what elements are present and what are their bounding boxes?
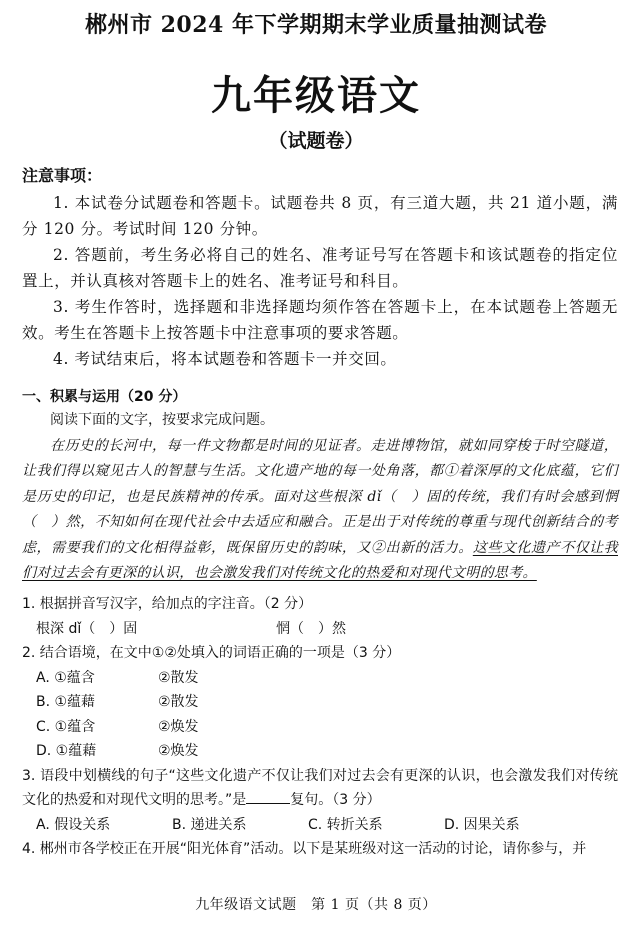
exam-title: 郴州市 2024 年下学期期末学业质量抽测试卷 — [84, 12, 548, 38]
note-item-2: 2. 答题前，考生务必将自己的姓名、准考证号写在答题卡和该试题卷的指定位置上，并认真核对答题卡上的姓名、准考证号和科目。 — [22, 246, 618, 290]
page-footer: 九年级语文试题 第 1 页（共 8 页） — [195, 897, 437, 913]
note-item-4: 4. 考试结束后，将本试题卷和答题卡一并交回。 — [53, 350, 397, 368]
section-heading: 一、积累与运用（20 分） — [22, 389, 187, 405]
question-1-items — [22, 617, 618, 642]
option-c-second: ②焕发 — [158, 718, 199, 735]
question-3-stem — [22, 764, 618, 813]
underlined-sentence: 这些文化遗产不仅让我们对过去会有更深的认识，也会激发我们对传统文化的热爱和对现代文明的思考。 — [22, 539, 618, 581]
passage-instruction: 阅读下面的文字，按要求完成问题。 — [50, 412, 274, 428]
choice-c: C. 转折关系 — [308, 816, 383, 833]
question-2-option-a — [22, 666, 618, 691]
option-c-first: C. ①蕴含 — [36, 718, 96, 735]
question-2-option-d — [22, 739, 618, 764]
passage-plain-text: 在历史的长河中，每一件文物都是时间的见证者。走进博物馆，就如同穿梭于时空隧道，让我们得以窥见古人的智慧与生活。文化遗产地的每一处角落，都①着深厚的文化底蕴，它们是历史的印记，也是民族精神的传承。面对这些根深 dǐ（ ）固的传统，我们有时会感到惘（ ）然，不知如何在现代社会中去适应和融合。正是出于对传统的尊重与现代创新结合的考虑，需要我们的文化相得益彰，既保留历史的韵味，又②出新的活力。 — [22, 437, 618, 556]
note-item-3: 3. 考生作答时，选择题和非选择题均须作答在答题卡上，在本试题卷上答题无效。考生在答题卡上按答题卡中注意事项的要求答题。 — [22, 298, 618, 342]
questions-area — [22, 592, 618, 862]
passage-text — [22, 434, 618, 587]
option-b-second: ②散发 — [158, 694, 199, 710]
choice-b: B. 递进关系 — [172, 816, 247, 833]
question-2-stem: 2. 结合语境，在文中①②处填入的词语正确的一项是（3 分） — [22, 645, 401, 661]
question-1-item-b: 惘（ ）然 — [276, 620, 346, 637]
option-a-first: A. ①蕴含 — [36, 669, 95, 686]
paper-type-label: （试题卷） — [268, 130, 364, 152]
option-d-first: D. ①蕴藉 — [36, 743, 97, 759]
question-3-stem-end: 复句。（3 分） — [290, 792, 381, 808]
answer-blank — [246, 789, 290, 804]
option-b-first: B. ①蕴藉 — [36, 694, 96, 710]
notes-heading: 注意事项： — [22, 166, 103, 185]
choice-a: A. 假设关系 — [36, 816, 111, 833]
subject-title: 九年级语文 — [211, 73, 421, 119]
question-2-option-b — [22, 690, 618, 715]
question-3-choices — [22, 813, 618, 838]
question-1-stem: 1. 根据拼音写汉字，给加点的字注音。（2 分） — [22, 596, 313, 612]
question-3-stem-text: 3. 语段中划横线的句子“这些文化遗产不仅让我们对过去会有更深的认识，也会激发我们对传统文化的热爱和对现代文明的思考。”是 — [22, 767, 618, 808]
option-a-second: ②散发 — [158, 669, 199, 686]
reading-passage — [22, 408, 618, 587]
question-1-item-a: 根深 dǐ（ ）固 — [36, 620, 138, 637]
notes-list — [22, 190, 618, 372]
question-2-option-c — [22, 715, 618, 740]
note-item-1: 1. 本试卷分试题卷和答题卡。试题卷共 8 页，有三道大题，共 21 道小题，满分 120 分。考试时间 120 分钟。 — [22, 194, 618, 238]
option-d-second: ②焕发 — [158, 743, 199, 759]
question-4-stem: 4. 郴州市各学校正在开展“阳光体育”活动。以下是某班级对这一活动的讨论，请你参与，并 — [22, 841, 587, 857]
choice-d: D. 因果关系 — [444, 816, 520, 833]
